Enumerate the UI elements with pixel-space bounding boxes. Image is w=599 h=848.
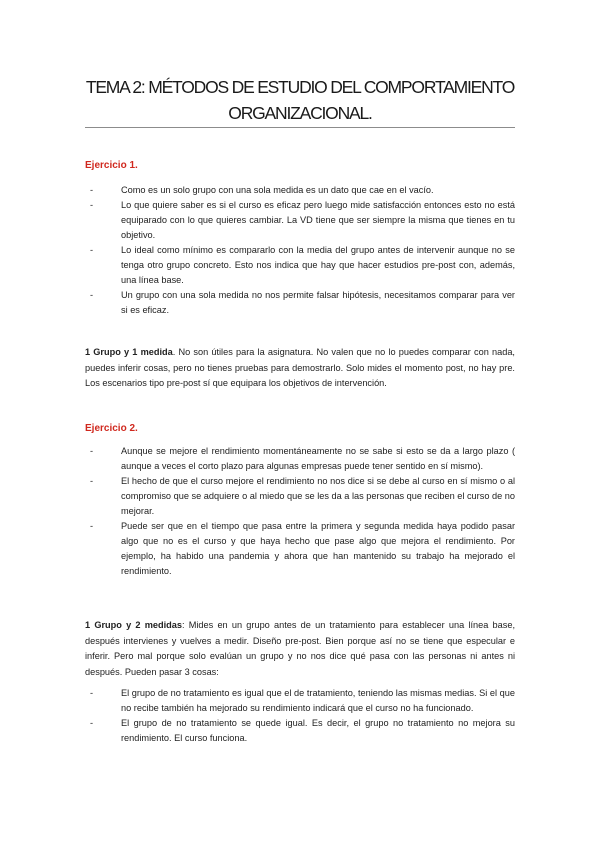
ejercicio-1-heading: Ejercicio 1. <box>85 160 138 171</box>
ejercicio-1-list <box>85 183 515 318</box>
bullet-dash: - <box>90 718 94 728</box>
list-item <box>85 183 515 198</box>
paragraph-text: . No son útiles para la asignatura. No valen que no lo puedes comparar con nada, puedes inferir cosas, pero no tienes pruebas para demostrarlo. Solo mides el momento post, no hay pre. Los escenarios tipo pre-post sí que equipara los objetivos de intervención. <box>85 347 515 388</box>
list-item-text: El hecho de que el curso mejore el rendimiento no nos dice si se debe al curso en sí mismo o al compromiso que se adquiere o al miedo que se les da a las personas que reciben el curso de no mejorar. <box>121 476 515 516</box>
list-item-text: Lo ideal como mínimo es compararlo con la media del grupo antes de intervenir aunque no se tenga otro grupo concreto. Esto nos indica que hay que hacer estudios pre-post con, además, una línea base. <box>121 245 515 285</box>
list-item-text: Puede ser que en el tiempo que pasa entre la primera y segunda medida haya podido pasar algo que no es el curso y que haya hecho que pase algo que mejora el rendimiento. Por ejemplo, ha habido una pandemia y ahora que han mantenido su trabajo ha mejorado el rendimiento. <box>121 521 515 576</box>
list-item <box>85 444 515 474</box>
list-item-text: Un grupo con una sola medida no nos permite falsar hipótesis, necesitamos comparar para ver si es eficaz. <box>121 290 515 315</box>
bullet-dash: - <box>90 245 94 255</box>
list-item <box>85 716 515 746</box>
list-item <box>85 474 515 519</box>
bullet-dash: - <box>90 521 94 531</box>
bullet-dash: - <box>90 185 94 195</box>
title-divider <box>85 127 515 128</box>
bullet-dash: - <box>90 446 94 456</box>
list-item-text: Como es un solo grupo con una sola medida es un dato que cae en el vacío. <box>121 185 434 195</box>
bullet-dash: - <box>90 290 94 300</box>
paragraph-1-grupo-1-medida <box>85 345 515 392</box>
list-item <box>85 243 515 288</box>
paragraph-1-grupo-2-medidas <box>85 618 515 680</box>
paragraph-bold-lead: 1 Grupo y 1 medida <box>85 347 173 357</box>
document-title <box>60 74 540 126</box>
list-item-text: Aunque se mejore el rendimiento momentáneamente no se sabe si esto se da a largo plazo ( aunque a veces el corto plazo para algunas empresas puede tener sentido en sí mismo). <box>121 446 515 471</box>
bullet-dash: - <box>90 200 94 210</box>
bullet-dash: - <box>90 476 94 486</box>
list-item-text: El grupo de no tratamiento se quede igual. Es decir, el grupo no tratamiento no mejora su rendimiento. El curso funciona. <box>121 718 515 743</box>
list-item <box>85 288 515 318</box>
ejercicio-2-heading: Ejercicio 2. <box>85 423 138 434</box>
title-line-2: ORGANIZACIONAL. <box>228 103 372 123</box>
list-item-text: Lo que quiere saber es si el curso es eficaz pero luego mide satisfacción entonces esto no está equiparado con lo que quieres cambiar. La VD tiene que ser siempre la misma que tienes en tu objetivo. <box>121 200 515 240</box>
list-item <box>85 686 515 716</box>
tres-cosas-list <box>85 686 515 746</box>
list-item-text: El grupo de no tratamiento es igual que el de tratamiento, teniendo las mismas medias. Si el que no recibe también ha mejorado su rendimiento indicará que el curso no ha funcionado. <box>121 688 515 713</box>
list-item <box>85 198 515 243</box>
title-line-1: TEMA 2: MÉTODOS DE ESTUDIO DEL COMPORTAMIENTO <box>85 77 515 97</box>
paragraph-bold-lead: 1 Grupo y 2 medidas <box>85 620 182 630</box>
list-item <box>85 519 515 579</box>
ejercicio-2-list <box>85 444 515 579</box>
paragraph-text: : Mides en un grupo antes de un tratamiento para establecer una línea base, después intervienes y vuelves a medir. Diseño pre-post. Bien porque así no se tiene que especular e inferir. Pero mal porque solo evalúan un grupo y no nos dice qué pasa con las personas ni antes ni después. Pueden pasar 3 cosas: <box>85 620 516 677</box>
bullet-dash: - <box>90 688 94 698</box>
